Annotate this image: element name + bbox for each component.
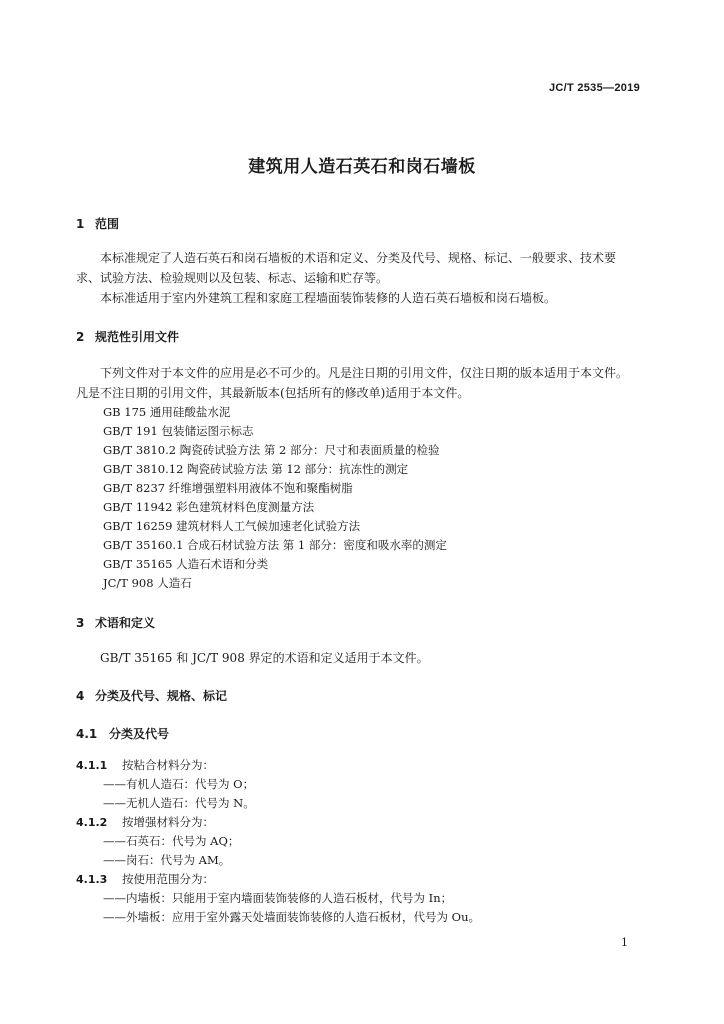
reference-item: GB/T 8237 纤维增强塑料用液体不饱和聚酯树脂 (103, 481, 353, 495)
section-number: 2 (76, 330, 85, 344)
section-number: 4 (76, 689, 85, 703)
section-number: 1 (76, 217, 85, 231)
clause-4-1-1 (76, 757, 214, 774)
reference-item: GB/T 3810.12 陶瓷砖试验方法 第 12 部分：抗冻性的测定 (103, 462, 409, 476)
paragraph: 本标准适用于室内外建筑工程和家庭工程墙面装饰装修的人造石英石墙板和岗石墙板。 (100, 291, 557, 305)
reference-item: JC/T 908 人造石 (103, 576, 192, 590)
section-title: 分类及代号、规格、标记 (95, 689, 228, 703)
reference-item: GB/T 35160.1 合成石材试验方法 第 1 部分：密度和吸水率的测定 (103, 538, 447, 552)
clause-4-1-3 (76, 871, 214, 888)
list-item: ——无机人造石：代号为 N。 (103, 796, 255, 810)
reference-item: GB/T 3810.2 陶瓷砖试验方法 第 2 部分：尺寸和表面质量的检验 (103, 443, 440, 457)
section-title: 术语和定义 (95, 616, 156, 630)
subsection-number: 4.1 (76, 727, 98, 741)
reference-item: GB/T 11942 彩色建筑材料色度测量方法 (103, 500, 315, 514)
section-title: 规范性引用文件 (95, 330, 180, 344)
clause-number: 4.1.3 (76, 873, 108, 886)
section-heading-3 (76, 614, 155, 631)
reference-item: GB 175 通用硅酸盐水泥 (103, 405, 231, 419)
reference-item: GB/T 191 包装储运图示标志 (103, 424, 254, 438)
paragraph: 本标准规定了人造石英石和岗石墙板的术语和定义、分类及代号、规格、标记、一般要求、技术要 (100, 251, 617, 265)
section-title: 范围 (95, 217, 120, 231)
section-heading-4 (76, 687, 227, 704)
list-item: ——内墙板：只能用于室内墙面装饰装修的人造石板材，代号为 In； (103, 891, 453, 905)
paragraph: 求、试验方法、检验规则以及包装、标志、运输和贮存等。 (76, 271, 389, 285)
clause-number: 4.1.1 (76, 759, 108, 772)
page-number: 1 (621, 936, 628, 949)
list-item: ——石英石：代号为 AQ； (103, 834, 240, 848)
section-heading-1 (76, 215, 119, 232)
reference-item: GB/T 35165 人造石术语和分类 (103, 557, 269, 571)
subsection-title: 分类及代号 (109, 727, 170, 741)
clause-4-1-2 (76, 814, 214, 831)
paragraph: 凡是不注日期的引用文件，其最新版本(包括所有的修改单)适用于本文件。 (76, 386, 470, 400)
paragraph: 下列文件对于本文件的应用是必不可少的。凡是注日期的引用文件，仅注日期的版本适用于本文件。 (100, 366, 629, 380)
section-number: 3 (76, 616, 85, 630)
clause-text: 按增强材料分为： (122, 815, 214, 829)
list-item: ——外墙板：应用于室外露天处墙面装饰装修的人造石板材，代号为 Ou。 (103, 910, 480, 924)
reference-item: GB/T 16259 建筑材料人工气候加速老化试验方法 (103, 519, 361, 533)
standard-code: JC/T 2535—2019 (548, 82, 640, 94)
document-title: 建筑用人造石英石和岗石墙板 (248, 157, 476, 177)
clause-number: 4.1.2 (76, 816, 108, 829)
clause-text: 按粘合材料分为： (122, 758, 214, 772)
section-heading-2 (76, 328, 179, 345)
clause-text: 按使用范围分为： (122, 872, 214, 886)
list-item: ——有机人造石：代号为 O； (103, 777, 255, 791)
paragraph: GB/T 35165 和 JC/T 908 界定的术语和定义适用于本文件。 (100, 651, 429, 665)
list-item: ——岗石：代号为 AM。 (103, 853, 231, 867)
subsection-heading-4-1 (76, 725, 169, 742)
